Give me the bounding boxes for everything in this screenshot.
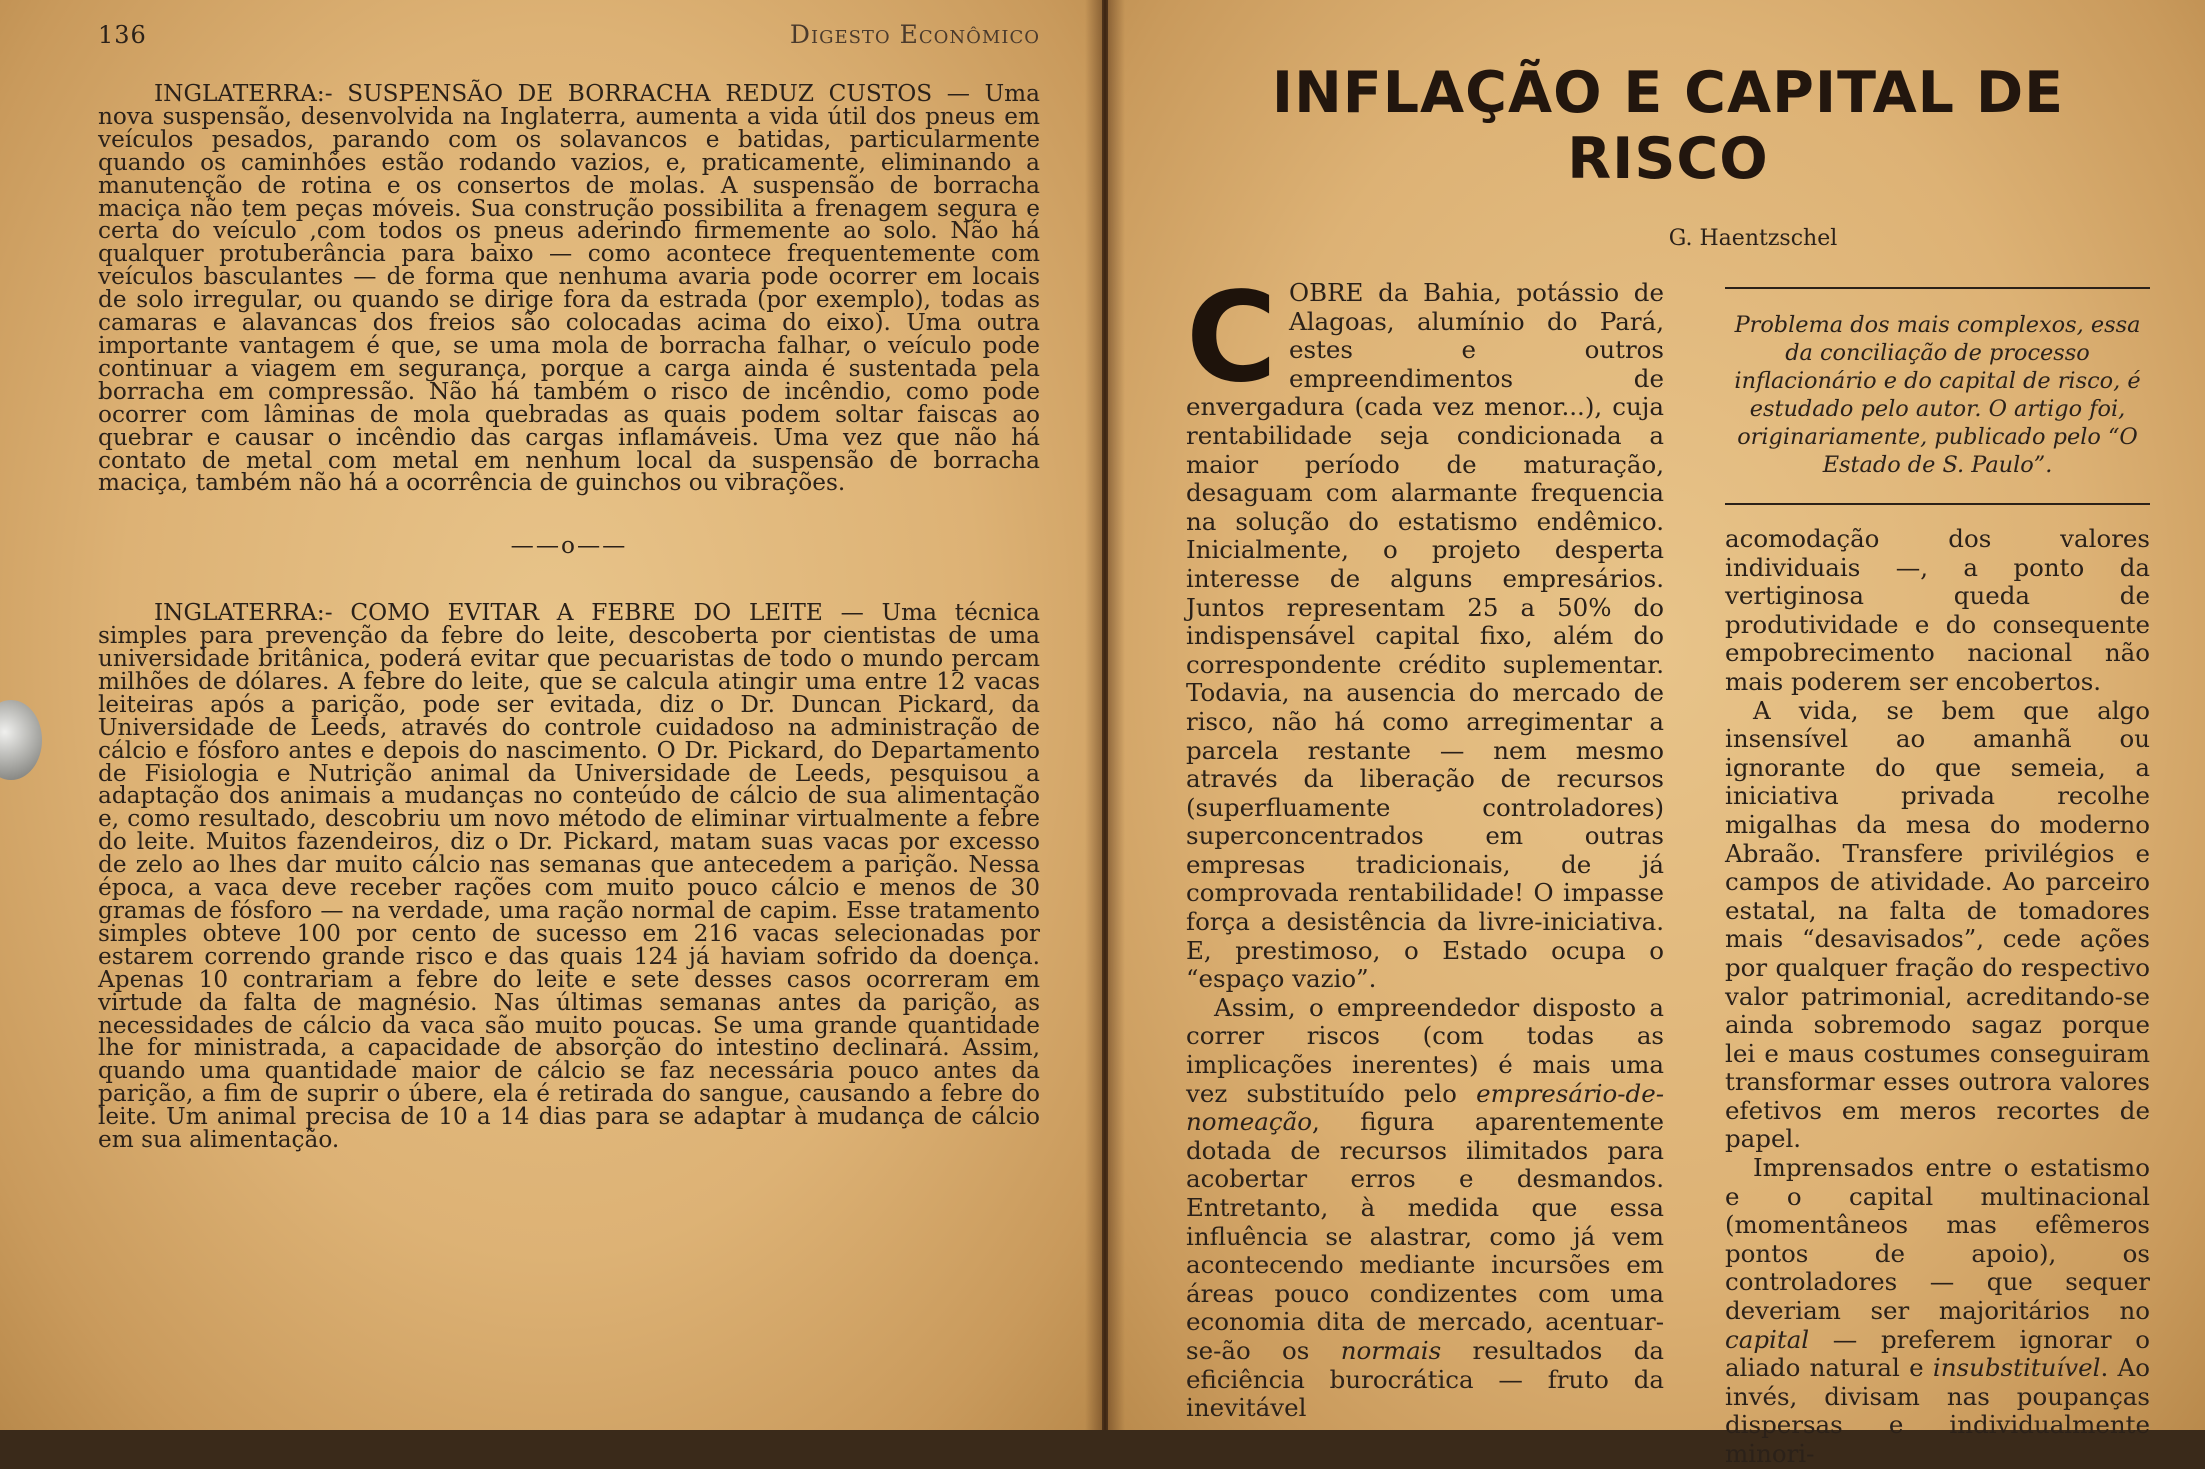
text-run: Assim, o empreendedor disposto a correr riscos (com todas as implicações inerentes) é mais uma vez substituído pelo [1186,992,1664,1108]
column-2-body [1725,525,2150,1469]
article-febre-do-leite: INGLATERRA:- COMO EVITAR A FEBRE DO LEITE — Uma técnica simples para prevenção da febre do leite, descoberta por cientistas de uma universidade britânica, poderá evitar que pecuaristas de todo o mundo percam milhões de dólares. A febre do leite, que se calcula atingir uma entre 12 vacas leiteiras após a parição, pode ser evitada, diz o Dr. Duncan Pickard, da Universidade de Leeds, através do controle cuidadoso na administração de cálcio e fósforo antes e depois do nascimento. O Dr. Pickard, do Departamento de Fisiologia e Nutrição animal da Universidade de Leeds, pesquisou a adaptação dos animais a mudanças no conteúdo de cálcio de sua alimentação e, como resultado, descobriu um novo método de eliminar virtualmente a febre do leite. Muitos fazendeiros, diz o Dr. Pickard, matam suas vacas por excesso de zelo ao lhes dar muito cálcio nas semanas que antecedem a parição. Nessa época, a vaca deve receber rações com muito pouco cálcio e menos de 30 gramas de fósforo — na verdade, uma ração normal de capim. Esse tratamento simples obteve 100 por cento de sucesso em 216 vacas selecionadas por estarem correndo grande risco e das quais 124 já haviam sofrido da doença. Apenas 10 contrariam a febre do leite e sete desses casos ocorreram em virtude da falta de magnésio. Nas últimas semanas antes da parição, as necessidades de cálcio da vaca são muito poucas. Se uma grande quantidade lhe for ministrada, a capacidade de absorção do intestino declinará. Assim, quando uma quantidade maior de cálcio se faz necessária pouco antes da parição, a fim de suprir o úbere, ela é retirada do sangue, causando a febre do leite. Um animal precisa de 10 a 14 dias para se adaptar à mudança de cálcio em sua alimentação. [98,599,1040,1154]
magazine-name: Digesto Econômico [789,20,1040,49]
metal-clip [0,700,42,780]
book-gutter [1085,0,1125,1430]
column-2 [1725,279,2150,1469]
text-run: . Ao invés, divisam nas poupanças dispersas e individualmente minori- [1725,1353,2150,1468]
left-page [0,0,1102,1430]
article-author: G. Haentzschel [1668,226,1838,251]
paragraph [1186,994,1664,1423]
page-number: 136 [98,21,147,49]
paragraph: acomodação dos valores individuais —, a ponto da vertiginosa queda de produtividade e do consequente empobrecimento nacional não mais poderem ser encobertos. [1725,524,2150,696]
right-page [1108,0,2205,1468]
italic-run: insubstituível [1932,1353,2101,1383]
text-run: — preferem ignorar o aliado natural e [1725,1324,2150,1383]
text-run: resultados da eficiência burocrática — fruto da inevitável [1186,1335,1664,1423]
paragraph [1186,266,1664,994]
italic-run: normais [1340,1335,1442,1365]
separator: ——o—— [510,532,628,560]
italic-run: capital [1725,1324,1810,1354]
running-head [98,20,1040,49]
text-run: , figura aparentemente dotada de recursos ilimitados para acobertar erros e desmandos. Entretanto, à medida que essa influência se alastrar, como já vem acontecendo mediante incursões em áreas pouco condizentes com uma economia dita de mercado, acentuar-se-ão os [1186,1107,1664,1365]
left-column [98,80,1040,1154]
article-title: INFLAÇÃO E CAPITAL DE RISCO [1271,60,2065,192]
column-1 [1186,266,1664,1469]
paragraph: A vida, se bem que algo insensível ao amanhã ou ignorante do que semeia, a iniciativa privada recolhe migalhas da mesa do moderno Abraão. Transfere privilégios e campos de atividade. Ao parceiro estatal, na falta de tomadores mais “desavisados”, cede ações por qualquer fração do respectivo valor patrimonial, acreditando-se ainda sobremodo sagaz porque lei e maus costumes conseguiram transformar esses outrora valores efetivos em meros recortes de papel. [1725,695,2150,1154]
drop-cap: C [1186,266,1278,410]
article-columns [1186,266,2150,1469]
article-suspensao: INGLATERRA:- SUSPENSÃO DE BORRACHA REDUZ CUSTOS — Uma nova suspensão, desenvolvida na Inglaterra, aumenta a vida útil dos pneus em veículos pesados, parando com os solavancos e batidas, particularmente quando os caminhões estão rodando vazios, e, praticamente, eliminando a manutenção de rotina e os consertos de molas. A suspensão de borracha maciça não tem peças móveis. Sua construção possibilita a frenagem segura e certa do veículo ,com todos os pneus aderindo firmemente ao solo. Não há qualquer protuberância para baixo — como acontece frequentemente com veículos basculantes — de forma que nenhuma avaria pode ocorrer em locais de solo irregular, ou quando se dirige fora da estrada (por exemplo), todas as camaras e alavancas dos freios são colocadas acima do eixo). Uma outra importante vantagem é que, se uma mola de borracha falhar, o veículo pode continuar a viagem em segurança, porque a carga ainda é sustentada pela borracha em compressão. Não há também o risco de incêndio, como pode ocorrer com lâminas de mola quebradas as quais podem soltar faiscas ao quebrar e causar o incêndio das cargas inflamáveis. Uma vez que não há contato de metal com metal em nenhum local da suspensão de borracha maciça, também não há a ocorrência de guinchos ou vibrações. [98,80,1040,497]
text-run: Imprensados entre o estatismo e o capital multinacional (momentâneos mas efêmeros pontos de apoio), os controladores — que sequer deveriam ser majoritários no [1725,1153,2150,1326]
italic-run: empresário-de-nomeação [1186,1078,1664,1137]
paragraph [1725,1154,2150,1469]
article-abstract: Problema dos mais complexos, essa da conciliação de processo inflacionário e do capital de risco, é estudado pelo autor. O artigo foi, originariamente, publicado pelo “O Estado de S. Paulo”. [1725,287,2150,505]
paragraph-text: OBRE da Bahia, potássio de Alagoas, alumínio do Pará, estes e outros empreendimentos de envergadura (cada vez menor...), cuja rentabilidade seja condicionada a maior período de maturação, desaguam com alarmante frequencia na solução do estatismo endêmico. Inicialmente, o projeto desperta interesse de alguns empresários. Juntos representam 25 a 50% do indispensável capital fixo, além do correspondente crédito suplementar. Todavia, na ausencia do mercado de risco, não há como arregimentar a parcela restante — nem mesmo através da liberação de recursos (superfluamente controladores) superconcentrados em outras empresas tradicionais, de já comprovada rentabilidade! O impasse força a desistência da livre-iniciativa. E, prestimoso, o Estado ocupa o “espaço vazio”. [1186,278,1664,994]
